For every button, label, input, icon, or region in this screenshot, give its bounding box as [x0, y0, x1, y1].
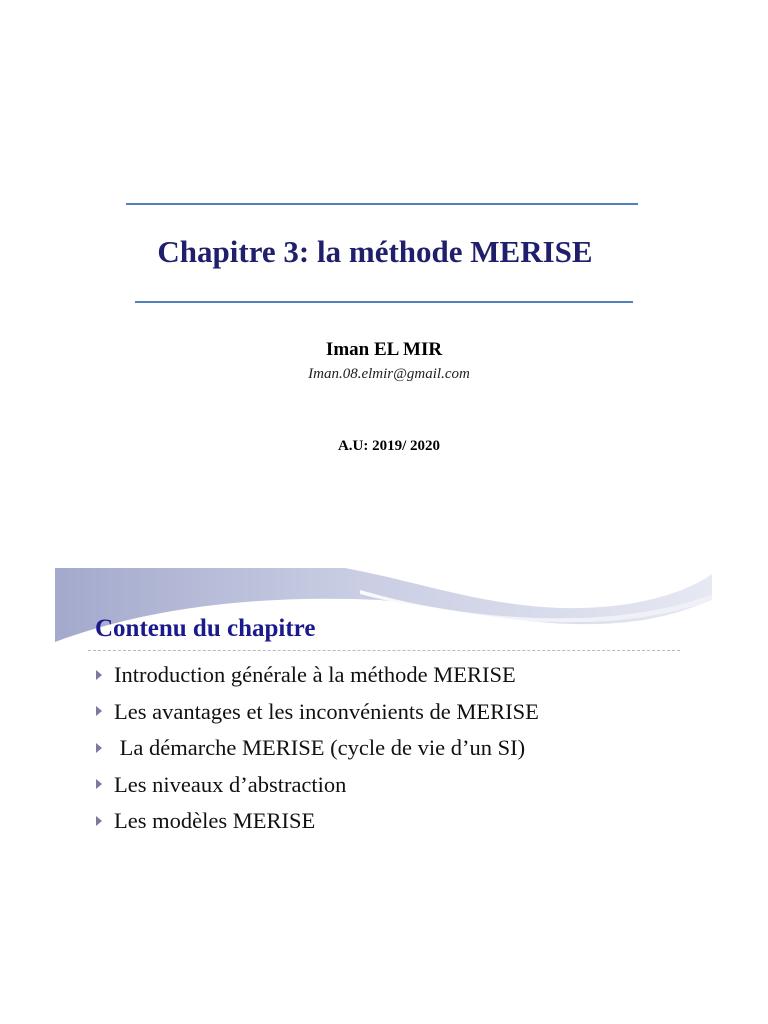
list-item-text: La démarche MERISE (cycle de vie d’un SI) [114, 735, 526, 760]
section-heading: Contenu du chapitre [95, 615, 316, 642]
triangle-bullet-icon [96, 670, 102, 680]
list-item [96, 730, 539, 767]
chapter-title: Chapitre 3: la méthode MERISE [157, 234, 593, 269]
list-item [96, 803, 539, 840]
academic-year: A.U: 2019/ 2020 [337, 438, 441, 454]
title-top-rule [126, 203, 638, 205]
list-item-text: Les avantages et les inconvénients de MERISE [114, 698, 539, 724]
triangle-bullet-icon [96, 779, 102, 789]
list-item [96, 767, 539, 804]
triangle-bullet-icon [96, 816, 102, 826]
list-item [96, 694, 539, 731]
decorative-wave [0, 560, 768, 660]
heading-divider [88, 650, 680, 651]
chapter-contents-list [96, 657, 539, 840]
list-item-text: Les modèles MERISE [114, 808, 316, 833]
list-item-text: Introduction générale à la méthode MERISE [114, 662, 516, 687]
author-email: Iman.08.elmir@gmail.com [308, 366, 470, 382]
list-item-text: Les niveaux d’abstraction [114, 771, 347, 797]
author-name: Iman EL MIR [325, 339, 443, 360]
list-item [96, 657, 539, 694]
triangle-bullet-icon [96, 743, 102, 753]
triangle-bullet-icon [96, 706, 102, 716]
title-bottom-rule [135, 301, 633, 303]
